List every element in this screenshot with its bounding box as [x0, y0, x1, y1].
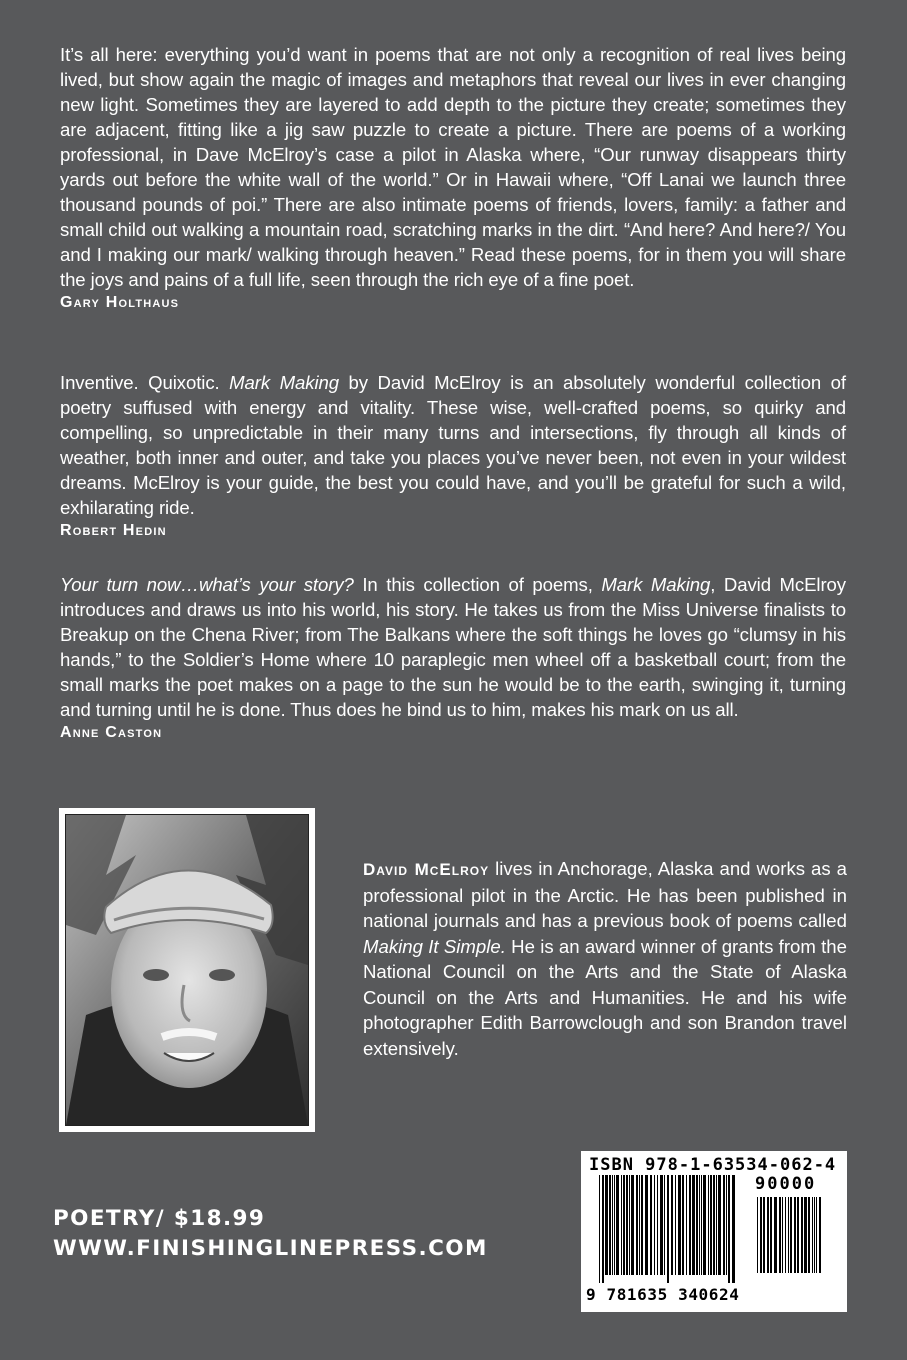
barcode-bar — [732, 1175, 735, 1283]
barcode-bar — [797, 1197, 799, 1273]
barcode-bar — [616, 1175, 619, 1275]
publisher-website: WWW.FINISHINGLINEPRESS.COM — [53, 1236, 488, 1261]
barcode-bar — [816, 1197, 817, 1273]
review-author: Anne Caston — [60, 724, 163, 741]
barcode-bar — [760, 1197, 762, 1273]
review-text: It’s all here: everything you’d want in poems that are not only a recognition of real lives being lived, but show again the magic of images and metaphors that reveal our lives in ever changing new light. Sometimes they are layered to add depth to the picture they create; sometimes they are adjacent, fitting like a jig saw puzzle to create a picture. There are poems of a working professional, in Dave McElroy’s case a pilot in Alaska where, “Our runway disappears thirty yards out before the white wall of the world.” Or in Hawaii where, “Off Lanai we launch three thousand pounds of poi.” There are also intimate poems of friends, lovers, family: a father and small child out walking a mountain road, scratching marks in the dirt. “And here? And here?/ You and I making our mark/ walking through heaven.” Read these poems, for in them you will share the joys and pains of a full life, seen through the rich eye of a fine poet. — [60, 44, 846, 290]
barcode-bar — [657, 1175, 658, 1275]
book-title: Mark Making — [229, 372, 339, 393]
barcode-bar — [763, 1197, 765, 1273]
barcode-bar — [699, 1175, 700, 1275]
barcode-bar — [701, 1175, 702, 1275]
category-price-block — [53, 1204, 488, 1264]
barcode-bar — [692, 1175, 695, 1275]
review-text: Inventive. Quixotic. Mark Making by David McElroy is an absolutely wonderful collection of poetry suffused with energy and vitality. These wise, well-crafted poems, so quirky and compelling, so unpredictable in their many turns and intersections, fly through all kinds of weather, both inner and outer, and take you places you’ve never been, not even in your wildest dreams. McElroy is your guide, the best you could have, and you’ll be grateful for such a wild, exhilarating ride. — [60, 372, 846, 518]
barcode-bar — [808, 1197, 810, 1273]
barcode-bar — [801, 1197, 803, 1273]
review-lead: Your turn now…what’s your story? — [60, 574, 354, 595]
ean-barcode-bars — [599, 1175, 749, 1283]
barcode-bar — [713, 1175, 715, 1275]
barcode-bar — [605, 1175, 608, 1275]
barcode-bar — [667, 1175, 669, 1283]
barcode-bar — [812, 1197, 813, 1273]
book-title: Mark Making — [601, 574, 711, 595]
barcode-bar — [664, 1175, 665, 1275]
barcode-bar — [660, 1175, 663, 1275]
barcode-bar — [770, 1197, 772, 1273]
category-price: POETRY/ $18.99 — [53, 1206, 266, 1231]
author-photo-image — [65, 814, 309, 1126]
review-author: Robert Hedin — [60, 522, 167, 539]
author-bio: David McElroy lives in Anchorage, Alaska and works as a professional pilot in the Arctic. He has been published in national journals and has a previous book of poems called Making It Simple. He is an award winner of grants from the National Council on the Arts and the State of Alaska Council on the Arts and Humanities. He and his wife photographer Edith Barrowclough and son Brandon travel extensively. — [363, 858, 847, 1059]
barcode-bar — [609, 1175, 611, 1275]
barcode-bar — [671, 1175, 673, 1275]
barcode-bar — [774, 1197, 777, 1273]
price-addon: 90000 — [755, 1174, 817, 1194]
barcode-bar — [703, 1175, 706, 1275]
barcode-bar — [788, 1197, 789, 1273]
barcode-bar — [612, 1175, 613, 1275]
review-robert-hedin — [60, 370, 846, 542]
review-author: Gary Holthaus — [60, 294, 180, 311]
barcode-bar — [779, 1197, 781, 1273]
barcode-bar — [716, 1175, 717, 1275]
review-text: Your turn now…what’s your story? In this collection of poems, Mark Making, David McElroy introduces and draws us into his world, his story. He takes us from the Miss Universe finalists to Breakup on the Chena River; from The Balkans where the soft things he loves go “clumsy in his hands,” to the Soldier’s Home where 10 paraplegic men wheel off a basketball court; from the small marks the poet makes on a page to the sun he would be to the earth, swinging it, turning and turning until he is done. Thus does he bind us to him, makes his mark on us all. — [60, 574, 846, 720]
barcode-bar — [819, 1197, 821, 1273]
review-anne-caston — [60, 572, 846, 744]
barcode-bar — [718, 1175, 721, 1275]
barcode-bar — [645, 1175, 648, 1275]
barcode-bar — [767, 1197, 769, 1273]
barcode-bar — [689, 1175, 691, 1275]
barcode-bar — [785, 1197, 786, 1273]
barcode-bar — [728, 1175, 730, 1283]
barcode-bar — [626, 1175, 628, 1275]
barcode-bar — [782, 1197, 783, 1273]
author-name: David McElroy — [363, 860, 490, 879]
barcode-bar — [631, 1175, 634, 1275]
barcode-bar — [623, 1175, 625, 1275]
addon-barcode-bars — [757, 1197, 837, 1307]
barcode-bar — [682, 1175, 684, 1275]
author-photo — [59, 808, 315, 1132]
barcode-bar — [639, 1175, 640, 1275]
review-gary-holthaus — [60, 42, 846, 314]
barcode-bar — [708, 1175, 709, 1275]
barcode-bar — [757, 1197, 758, 1273]
barcode-bar — [814, 1197, 815, 1273]
barcode-bar — [678, 1175, 681, 1275]
barcode-bar — [650, 1175, 652, 1275]
barcode-bar — [794, 1197, 796, 1273]
barcode-bar — [726, 1175, 727, 1275]
isbn-label: ISBN 978-1-63534-062-4 — [589, 1155, 837, 1175]
previous-book-title: Making It Simple. — [363, 935, 506, 957]
barcode-bar — [636, 1175, 638, 1275]
barcode-bar — [621, 1175, 622, 1275]
barcode-bar — [675, 1175, 676, 1275]
barcode-bar — [629, 1175, 630, 1275]
barcode-bar — [723, 1175, 725, 1275]
barcode-bar — [602, 1175, 604, 1283]
barcode-bar — [804, 1197, 807, 1273]
ean-digits: 9 781635 340624 — [586, 1285, 740, 1304]
barcode-bar — [614, 1175, 615, 1275]
barcode-bar — [641, 1175, 643, 1275]
barcode-bar — [654, 1175, 655, 1275]
barcode-bar — [686, 1175, 687, 1275]
barcode-bar — [710, 1175, 712, 1275]
barcode-bar — [599, 1175, 600, 1283]
barcode-bar — [696, 1175, 698, 1275]
barcode-bar — [790, 1197, 792, 1273]
isbn-barcode — [581, 1151, 847, 1312]
